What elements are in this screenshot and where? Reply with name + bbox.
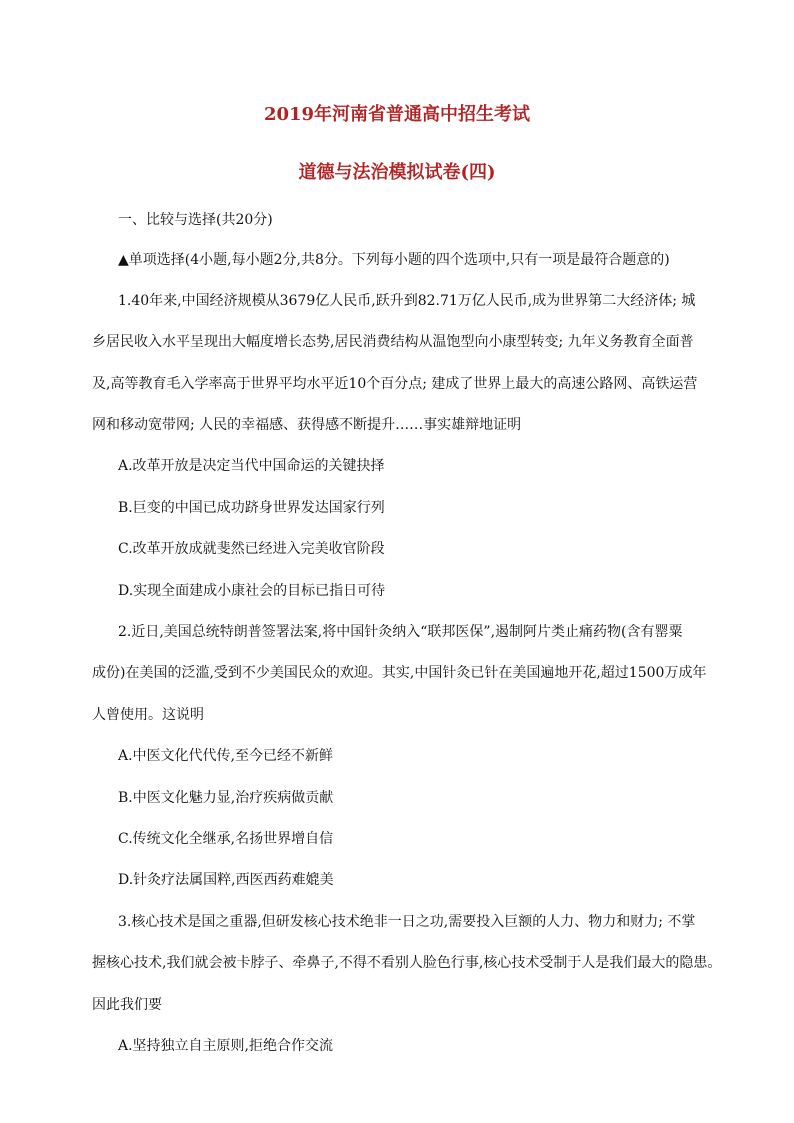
question-1-option-a: A.改革开放是决定当代中国命运的关键抉择	[118, 458, 385, 474]
question-2-line-1: 2.近日,美国总统特朗普签署法案,将中国针灸纳入“联邦医保”,遏制阿片类止痛药物(含有罂粟	[118, 624, 683, 640]
question-3-line-1: 3.核心技术是国之重器,但研发核心技术绝非一日之功,需要投入巨额的人力、物力和财力; 不掌	[118, 914, 696, 930]
question-1-option-b: B.巨变的中国已成功跻身世界发达国家行列	[118, 500, 385, 516]
question-3-line-3: 因此我们要	[92, 997, 162, 1013]
question-2-option-b: B.中医文化魅力显,治疗疾病做贡献	[118, 790, 334, 806]
question-1-line-3: 及,高等教育毛入学率高于世界平均水平近10个百分点; 建成了世界上最大的高速公路网、高铁运营	[92, 376, 698, 392]
section-heading: 一、比较与选择(共20分)	[118, 212, 273, 228]
question-2-option-c: C.传统文化全继承,名扬世界增自信	[118, 831, 334, 847]
question-1-line-1: 1.40年来,中国经济规模从3679亿人民币,跃升到82.71万亿人民币,成为世界第二大经济体; 城	[118, 293, 696, 309]
question-2-line-3: 人曾使用。这说明	[92, 707, 204, 723]
question-2-option-a: A.中医文化代代传,至今已经不新鲜	[118, 748, 334, 764]
exam-subtitle: 道德与法治模拟试卷(四)	[298, 162, 496, 183]
question-3-option-a: A.坚持独立自主原则,拒绝合作交流	[118, 1038, 334, 1054]
question-2-option-d: D.针灸疗法属国粹,西医西药难媲美	[118, 872, 334, 888]
exam-title: 2019年河南省普通高中招生考试	[263, 104, 531, 125]
question-1-option-d: D.实现全面建成小康社会的目标已指日可待	[118, 583, 386, 599]
question-1-line-2: 乡居民收入水平呈现出大幅度增长态势,居民消费结构从温饱型向小康型转变; 九年义务教育全面普	[92, 334, 694, 350]
question-1-option-c: C.改革开放成就斐然已经进入完美收官阶段	[118, 541, 385, 557]
question-2-line-2: 成份)在美国的泛滥,受到不少美国民众的欢迎。其实,中国针灸已针在美国遍地开花,超过1500万成年	[92, 665, 707, 681]
question-3-line-2: 握核心技术,我们就会被卡脖子、牵鼻子,不得不看别人脸色行事,核心技术受制于人是我们最大的隐患。	[92, 955, 722, 971]
question-1-line-4: 网和移动宽带网; 人民的幸福感、获得感不断提升……事实雄辩地证明	[92, 417, 522, 433]
section-instruction: ▲单项选择(4小题,每小题2分,共8分。下列每小题的四个选项中,只有一项是最符合题意的)	[118, 252, 670, 268]
